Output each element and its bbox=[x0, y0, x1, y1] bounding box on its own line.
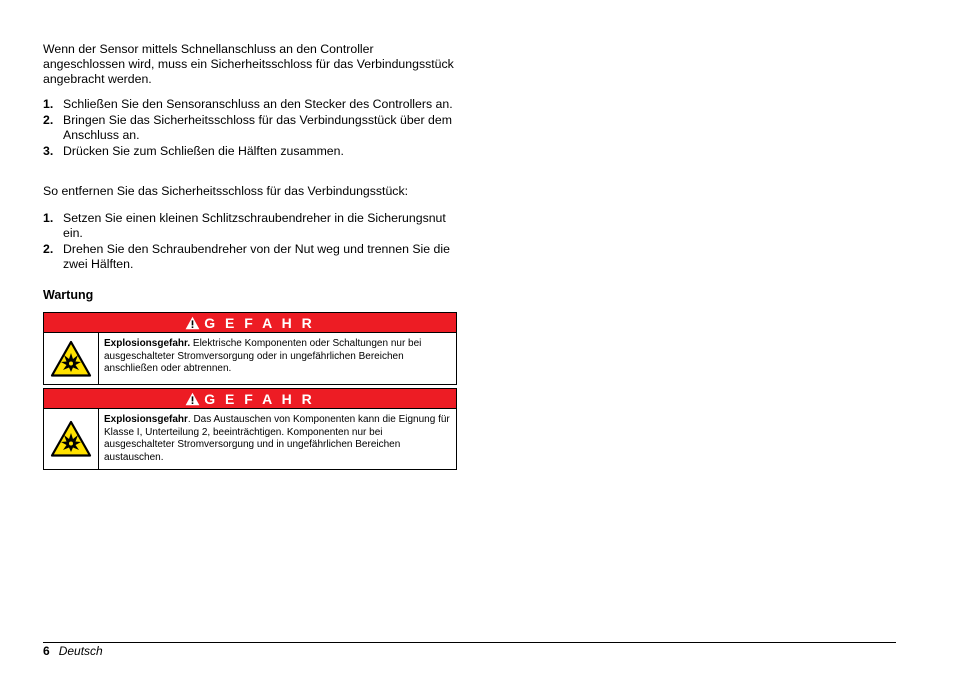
footer-language: Deutsch bbox=[58, 644, 103, 658]
list-item bbox=[43, 113, 457, 143]
page-number: 6 bbox=[43, 644, 50, 658]
intro-paragraph: Wenn der Sensor mittels Schnellanschluss an den Controller angeschlossen wird, muss ein Sicherheitsschloss für das Verbindungsstück angebracht werden. bbox=[43, 42, 454, 86]
danger-label: Explosionsgefahr. bbox=[104, 338, 191, 349]
danger-header bbox=[44, 313, 456, 333]
danger-description: . Das Austauschen von Komponenten kann die Eignung für Klasse I, Unterteilung 2, beeinträchtigen. Komponenten nur bei ausgeschalteter Stromversorgung und in ungefährlichen Bereichen austauschen. bbox=[104, 414, 450, 463]
remove-steps-list bbox=[43, 211, 457, 273]
step-number: 1. bbox=[43, 97, 54, 111]
explosion-hazard-icon bbox=[50, 340, 92, 378]
step-text: Schließen Sie den Sensoranschluss an den Stecker des Controllers an. bbox=[63, 97, 453, 111]
danger-title: G E F A H R bbox=[204, 314, 315, 331]
step-number: 3. bbox=[43, 144, 54, 158]
danger-text bbox=[99, 333, 456, 384]
list-item bbox=[43, 242, 457, 272]
danger-header bbox=[44, 389, 456, 409]
step-text: Bringen Sie das Sicherheitsschloss für das Verbindungsstück über dem Anschluss an. bbox=[63, 113, 452, 142]
section-heading: Wartung bbox=[43, 288, 94, 302]
step-number: 2. bbox=[43, 113, 54, 127]
explosion-hazard-icon bbox=[50, 420, 92, 458]
danger-text bbox=[99, 409, 456, 469]
page-footer bbox=[43, 644, 103, 658]
warning-triangle-icon bbox=[185, 392, 200, 406]
warning-triangle-icon bbox=[185, 316, 200, 330]
step-text: Drücken Sie zum Schließen die Hälften zusammen. bbox=[63, 144, 344, 158]
list-item bbox=[43, 144, 457, 159]
danger-label: Explosionsgefahr bbox=[104, 414, 188, 425]
danger-box bbox=[43, 388, 457, 470]
step-text: Setzen Sie einen kleinen Schlitzschraubendreher in die Sicherungsnut ein. bbox=[63, 211, 446, 240]
list-item bbox=[43, 97, 457, 112]
step-text: Drehen Sie den Schraubendreher von der Nut weg und trennen Sie die zwei Hälften. bbox=[63, 242, 450, 271]
step-number: 2. bbox=[43, 242, 54, 256]
danger-description: Elektrische Komponenten oder Schaltungen nur bei ausgeschalteter Stromversorgung oder in ungefährlichen Bereichen anschließen oder abtrennen. bbox=[104, 338, 422, 374]
danger-box bbox=[43, 312, 457, 385]
remove-intro-paragraph: So entfernen Sie das Sicherheitsschloss für das Verbindungsstück: bbox=[43, 184, 409, 198]
danger-title: G E F A H R bbox=[204, 390, 315, 407]
attach-steps-list bbox=[43, 97, 457, 160]
step-number: 1. bbox=[43, 211, 54, 225]
list-item bbox=[43, 211, 457, 241]
footer-divider bbox=[43, 642, 896, 643]
